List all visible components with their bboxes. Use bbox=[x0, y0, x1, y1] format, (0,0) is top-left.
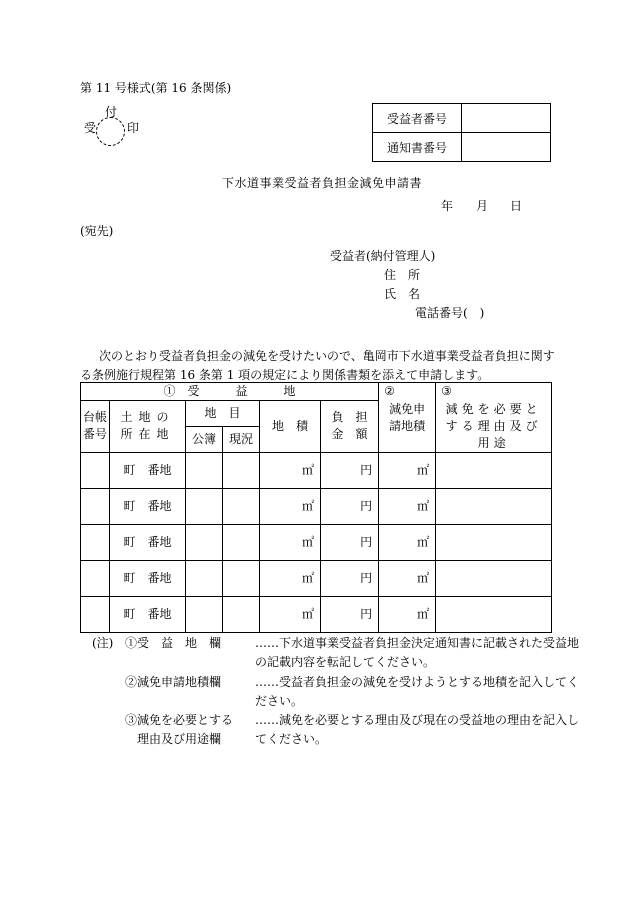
notes-prefix: (注) bbox=[92, 636, 114, 650]
location-cell[interactable]: 町 番地 bbox=[110, 488, 186, 524]
body-text-line1: 次のとおり受益者負担金の減免を受けたいので、亀岡市下水道事業受益者負担に関す bbox=[99, 349, 555, 363]
date-year: 年 bbox=[441, 199, 454, 213]
note1-label: ①受 益 地 欄 bbox=[125, 636, 222, 650]
beneficiary-number-field[interactable] bbox=[462, 104, 551, 133]
reason-cell[interactable] bbox=[436, 488, 552, 524]
reason-cell[interactable] bbox=[436, 560, 552, 596]
location-cell[interactable]: 町 番地 bbox=[110, 452, 186, 488]
addressee: (宛先) bbox=[80, 224, 114, 238]
header-reduction-area: 減免申請地積 bbox=[379, 401, 436, 453]
note3-label-line1: ③減免を必要とする bbox=[125, 713, 234, 727]
reduction-area-cell[interactable]: ㎡ bbox=[379, 452, 436, 488]
area-cell[interactable]: ㎡ bbox=[260, 488, 321, 524]
notice-number-label: 通知書番号 bbox=[373, 133, 462, 162]
note1-text-line1: ……下水道事業受益者負担金決定通知書に記載された受益地 bbox=[255, 636, 580, 650]
amount-cell[interactable]: 円 bbox=[321, 524, 379, 560]
current-category-cell[interactable] bbox=[223, 524, 260, 560]
area-cell[interactable]: ㎡ bbox=[260, 524, 321, 560]
notice-number-field[interactable] bbox=[462, 133, 551, 162]
reduction-area-cell[interactable]: ㎡ bbox=[379, 596, 436, 632]
stamp-char-right: 印 bbox=[127, 121, 140, 135]
location-cell[interactable]: 町 番地 bbox=[110, 596, 186, 632]
header-charge-amount: 負 担金 額 bbox=[321, 401, 379, 453]
applicant-name-label: 氏 名 bbox=[384, 287, 421, 301]
current-category-cell[interactable] bbox=[223, 488, 260, 524]
table-row bbox=[81, 596, 552, 632]
location-cell[interactable]: 町 番地 bbox=[110, 560, 186, 596]
reason-cell[interactable] bbox=[436, 596, 552, 632]
current-category-cell[interactable] bbox=[223, 452, 260, 488]
applicant-phone-label: 電話番号( ) bbox=[415, 306, 485, 320]
reduction-area-cell[interactable]: ㎡ bbox=[379, 560, 436, 596]
ledger-number-cell[interactable] bbox=[81, 452, 110, 488]
area-cell[interactable]: ㎡ bbox=[260, 452, 321, 488]
form-number: 第 11 号様式(第 16 条関係) bbox=[80, 81, 232, 95]
stamp-char-left: 受 bbox=[84, 121, 97, 135]
stamp-circle bbox=[96, 117, 125, 146]
header-area: 地 積 bbox=[260, 401, 321, 453]
official-category-cell[interactable] bbox=[186, 560, 223, 596]
header-current-state: 現況 bbox=[223, 426, 260, 452]
official-category-cell[interactable] bbox=[186, 524, 223, 560]
table-row bbox=[81, 488, 552, 524]
official-category-cell[interactable] bbox=[186, 596, 223, 632]
body-text-line2: る条例施行規程第 16 条第 1 項の規定により関係書類を添えて申請します。 bbox=[80, 368, 490, 382]
reason-cell[interactable] bbox=[436, 452, 552, 488]
header-col2-number: ② bbox=[379, 383, 436, 401]
area-cell[interactable]: ㎡ bbox=[260, 560, 321, 596]
table-row bbox=[81, 452, 552, 488]
applicant-heading: 受益者(納付管理人) bbox=[330, 249, 436, 263]
ledger-number-cell[interactable] bbox=[81, 560, 110, 596]
ledger-number-cell[interactable] bbox=[81, 524, 110, 560]
reason-cell[interactable] bbox=[436, 524, 552, 560]
note3-text-line2: てください。 bbox=[255, 732, 328, 746]
note1-text-line2: の記載内容を転記してください。 bbox=[255, 655, 436, 669]
header-land-category: 地 目 bbox=[186, 401, 260, 427]
beneficiary-land-table bbox=[80, 382, 552, 633]
amount-cell[interactable]: 円 bbox=[321, 488, 379, 524]
amount-cell[interactable]: 円 bbox=[321, 452, 379, 488]
table-row bbox=[81, 560, 552, 596]
note3-text-line1: ……減免を必要とする理由及び現在の受益地の理由を記入し bbox=[255, 713, 580, 727]
amount-cell[interactable]: 円 bbox=[321, 596, 379, 632]
reduction-area-cell[interactable]: ㎡ bbox=[379, 524, 436, 560]
current-category-cell[interactable] bbox=[223, 596, 260, 632]
document-title: 下水道事業受益者負担金減免申請書 bbox=[222, 176, 423, 190]
beneficiary-number-label: 受益者番号 bbox=[373, 104, 462, 133]
stamp-char-top: 付 bbox=[105, 105, 118, 119]
area-cell[interactable]: ㎡ bbox=[260, 596, 321, 632]
current-category-cell[interactable] bbox=[223, 560, 260, 596]
reduction-area-cell[interactable]: ㎡ bbox=[379, 488, 436, 524]
table-row bbox=[81, 524, 552, 560]
note2-text-line2: ださい。 bbox=[255, 694, 304, 708]
official-category-cell[interactable] bbox=[186, 488, 223, 524]
header-location: 土地の所在地 bbox=[110, 401, 186, 453]
number-table bbox=[372, 103, 551, 162]
header-col3-number: ③ bbox=[436, 383, 552, 401]
official-category-cell[interactable] bbox=[186, 452, 223, 488]
applicant-address-label: 住 所 bbox=[384, 268, 421, 282]
ledger-number-cell[interactable] bbox=[81, 488, 110, 524]
header-official-register: 公簿 bbox=[186, 426, 223, 452]
header-beneficiary-land: ① 受 益 地 bbox=[81, 383, 379, 401]
amount-cell[interactable]: 円 bbox=[321, 560, 379, 596]
note3-label-line2: 理由及び用途欄 bbox=[137, 732, 222, 746]
date-month: 月 bbox=[476, 199, 489, 213]
ledger-number-cell[interactable] bbox=[81, 596, 110, 632]
header-reason: 減免を必要とする理由及び用途 bbox=[436, 401, 552, 453]
note2-text-line1: ……受益者負担金の減免を受けようとする地積を記入してく bbox=[255, 675, 580, 689]
header-ledger-number: 台帳番号 bbox=[81, 401, 110, 453]
location-cell[interactable]: 町 番地 bbox=[110, 524, 186, 560]
date-day: 日 bbox=[510, 199, 523, 213]
note2-label: ②減免申請地積欄 bbox=[125, 675, 222, 689]
